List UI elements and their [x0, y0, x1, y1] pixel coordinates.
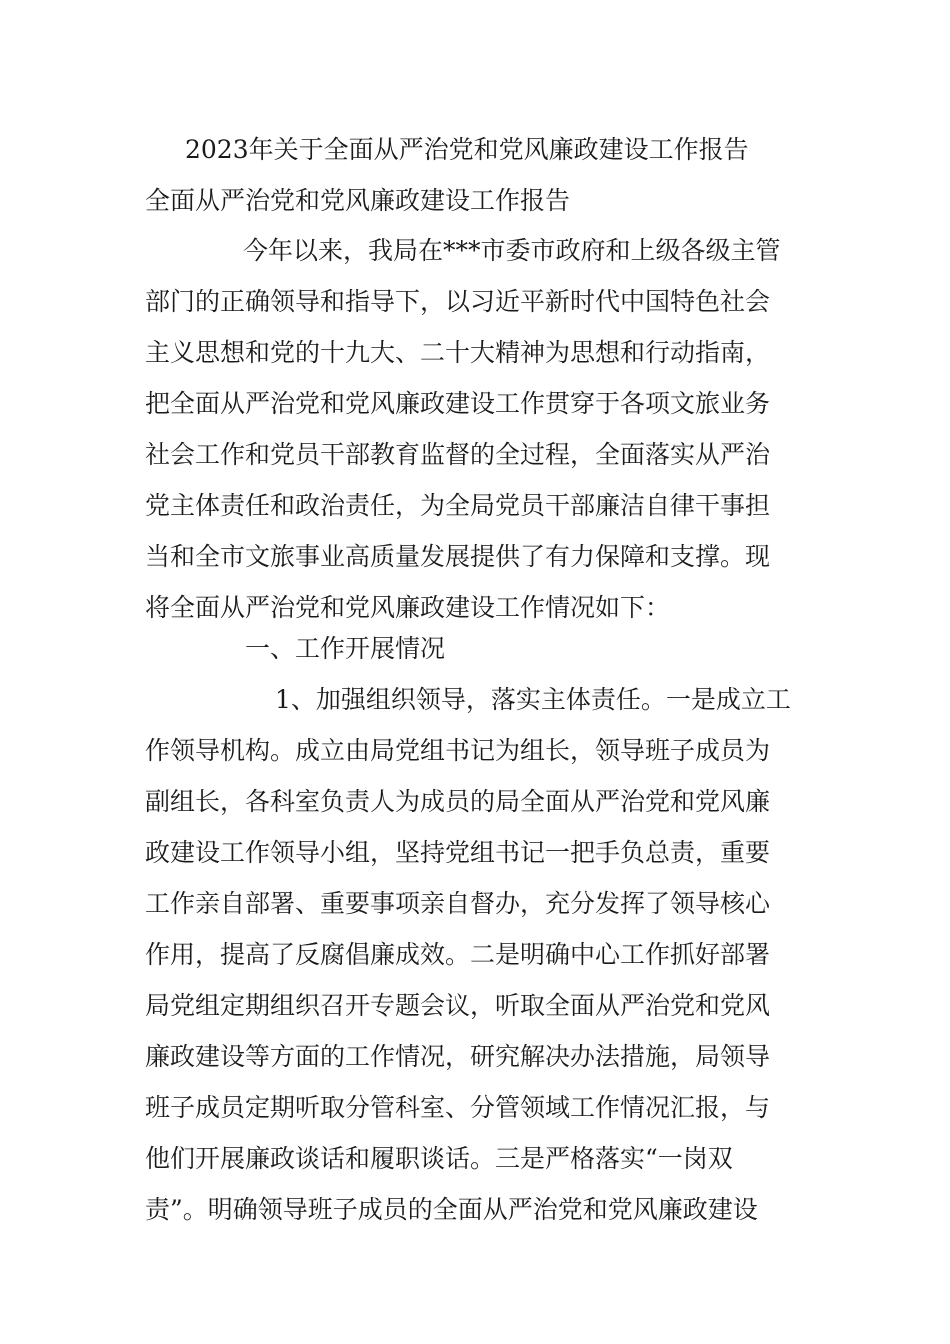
paragraph-line: 将全面从严治党和党风廉政建设工作情况如下： [145, 593, 671, 622]
document-subtitle: 全面从严治党和党风廉政建设工作报告 [145, 186, 571, 215]
paragraph-line: 他们开展廉政谈话和履职谈话。三是严格落实“一岗双 [145, 1144, 733, 1173]
paragraph-line: 1、加强组织领导，落实主体责任。一是成立工 [275, 685, 791, 714]
paragraph-line: 作用，提高了反腐倡廉成效。二是明确中心工作抓好部署 [145, 940, 771, 969]
paragraph-line: 责”。明确领导班子成员的全面从严治党和党风廉政建设 [145, 1195, 758, 1224]
section-heading: 一、工作开展情况 [245, 634, 446, 663]
paragraph-line: 社会工作和党员干部教育监督的全过程，全面落实从严治 [145, 440, 771, 469]
paragraph-line: 政建设工作领导小组，坚持党组书记一把手负总责，重要 [145, 838, 771, 867]
paragraph-line: 班子成员定期听取分管科室、分管领域工作情况汇报，与 [145, 1093, 771, 1122]
paragraph-line: 部门的正确领导和指导下，以习近平新时代中国特色社会 [145, 287, 771, 316]
paragraph-line: 工作亲自部署、重要事项亲自督办，充分发挥了领导核心 [145, 889, 771, 918]
paragraph-line: 党主体责任和政治责任，为全局党员干部廉洁自律干事担 [145, 491, 771, 520]
paragraph-line: 廉政建设等方面的工作情况，研究解决办法措施，局领导 [145, 1042, 771, 1071]
paragraph-line: 主义思想和党的十九大、二十大精神为思想和行动指南， [145, 338, 771, 367]
paragraph-line: 副组长，各科室负责人为成员的局全面从严治党和党风廉 [145, 787, 771, 816]
paragraph-line: 今年以来，我局在***市委市政府和上级各级主管 [243, 236, 781, 265]
paragraph-line: 把全面从严治党和党风廉政建设工作贯穿于各项文旅业务 [145, 389, 771, 418]
document-title: 2023年关于全面从严治党和党风廉政建设工作报告 [185, 135, 749, 164]
paragraph-line: 作领导机构。成立由局党组书记为组长，领导班子成员为 [145, 736, 771, 765]
paragraph-line: 当和全市文旅事业高质量发展提供了有力保障和支撑。现 [145, 542, 771, 571]
paragraph-line: 局党组定期组织召开专题会议，听取全面从严治党和党风 [145, 991, 771, 1020]
